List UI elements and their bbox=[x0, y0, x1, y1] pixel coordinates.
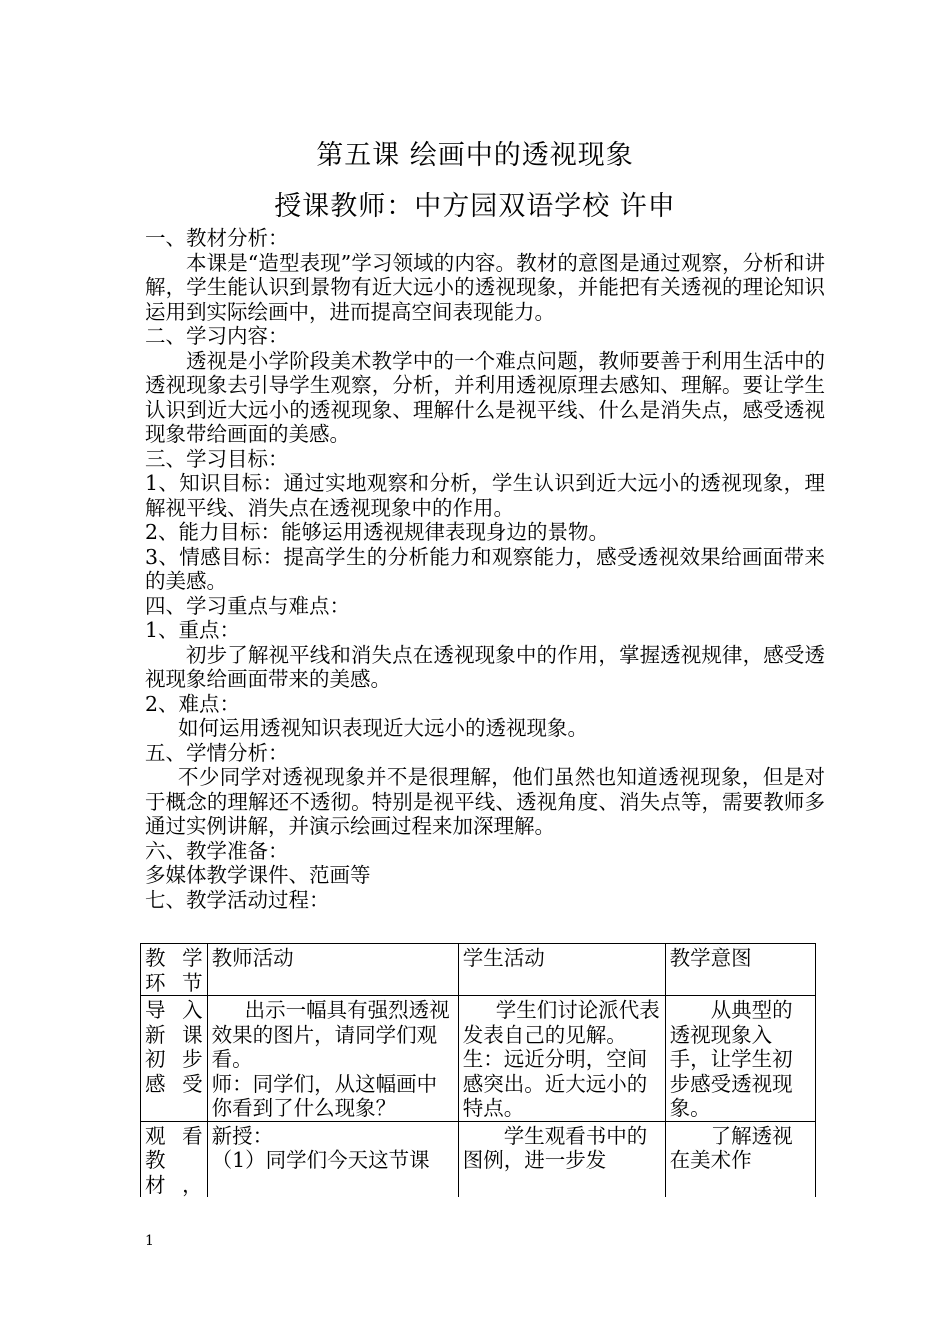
section-heading-5: 五、学情分析： bbox=[145, 740, 289, 765]
goal-item-2: 2、能力目标：能够运用透视规律表现身边的景物。 bbox=[145, 520, 610, 544]
section-text-2: 透视是小学阶段美术教学中的一个难点问题，教师要善于利用生活中的透视现象去引导学生观察，分析，并利用透视原理去感知、理解。要让学生认识到近大远小的透视现象、理解什么是视平线、什么是消失点，感受透视现象带给画面的美感。 bbox=[145, 348, 825, 446]
section-heading-3: 三、学习目标： bbox=[145, 446, 289, 471]
document-body bbox=[145, 226, 825, 912]
intent-cell bbox=[665, 996, 815, 1122]
section-heading-6: 六、教学准备： bbox=[145, 838, 289, 863]
table-row bbox=[141, 996, 816, 1122]
table-row bbox=[141, 1121, 816, 1197]
activity-table bbox=[140, 943, 816, 1197]
teacher-activity-text: 新授： bbox=[211, 1123, 274, 1148]
stage-cell: 观看教材， bbox=[141, 1121, 208, 1197]
intent-cell bbox=[665, 1121, 815, 1197]
teacher-cell bbox=[207, 1121, 458, 1197]
intent-text: 了解透视在美术作 bbox=[669, 1123, 793, 1172]
section-heading-7: 七、教学活动过程： bbox=[145, 887, 330, 912]
teacher-cell bbox=[207, 996, 458, 1122]
student-answer-text: 生：远近分明，空间感突出。近大远小的特点。 bbox=[462, 1047, 648, 1120]
difficulty-text: 如何运用透视知识表现近大远小的透视现象。 bbox=[178, 716, 588, 740]
teacher-question-text: 师：同学们，从这幅画中你看到了什么现象？ bbox=[211, 1071, 438, 1120]
page-title: 第五课 绘画中的透视现象 bbox=[316, 140, 634, 171]
header-stage: 教学环节 bbox=[141, 944, 208, 996]
intent-text: 从典型的透视现象入手，让学生初步感受透视现象。 bbox=[669, 998, 793, 1120]
goal-item-3: 3、情感目标：提高学生的分析能力和观察能力，感受透视效果给画面带来的美感。 bbox=[145, 544, 825, 593]
key-point-text: 初步了解视平线和消失点在透视现象中的作用，掌握透视规律，感受透视现象给画面带来的美感。 bbox=[145, 642, 825, 691]
header-teacher: 教师活动 bbox=[207, 944, 458, 996]
goal-item-1: 1、知识目标：通过实地观察和分析，学生认识到近大远小的透视现象，理解视平线、消失点在透视现象中的作用。 bbox=[145, 471, 825, 520]
student-activity-text: 学生们讨论派代表发表自己的见解。 bbox=[462, 998, 660, 1047]
header-intent: 教学意图 bbox=[665, 944, 815, 996]
header-student: 学生活动 bbox=[458, 944, 665, 996]
difficulty-label: 2、难点： bbox=[145, 691, 241, 716]
teacher-activity-text: 出示一幅具有强烈透视效果的图片，请同学们观看。 bbox=[211, 998, 450, 1071]
page-subtitle: 授课教师：中方园双语学校 许申 bbox=[274, 191, 676, 222]
section-heading-2: 二、学习内容： bbox=[145, 324, 289, 348]
key-point-label: 1、重点： bbox=[145, 618, 241, 642]
table-header-row bbox=[141, 944, 816, 996]
page-number: 1 bbox=[145, 1233, 154, 1249]
section-text-6: 多媒体教学课件、范画等 bbox=[145, 863, 371, 887]
teacher-step-text: （1）同学们今天这节课 bbox=[211, 1148, 430, 1172]
section-heading-4: 四、学习重点与难点： bbox=[145, 593, 350, 618]
student-cell bbox=[458, 996, 665, 1122]
section-text-1: 本课是“造型表现”学习领域的内容。教材的意图是通过观察，分析和讲解，学生能认识到景物有近大远小的透视现象，并能把有关透视的理论知识运用到实际绘画中，进而提高空间表现能力。 bbox=[145, 250, 825, 324]
student-activity-text: 学生观看书中的图例，进一步发 bbox=[462, 1123, 648, 1172]
stage-cell: 导入新课初步感受 bbox=[141, 996, 208, 1122]
section-heading-1: 一、教材分析： bbox=[145, 226, 289, 250]
section-text-5: 不少同学对透视现象并不是很理解，他们虽然也知道透视现象，但是对于概念的理解还不透彻。特别是视平线、透视角度、消失点等，需要教师多通过实例讲解，并演示绘画过程来加深理解。 bbox=[145, 765, 825, 838]
student-cell bbox=[458, 1121, 665, 1197]
